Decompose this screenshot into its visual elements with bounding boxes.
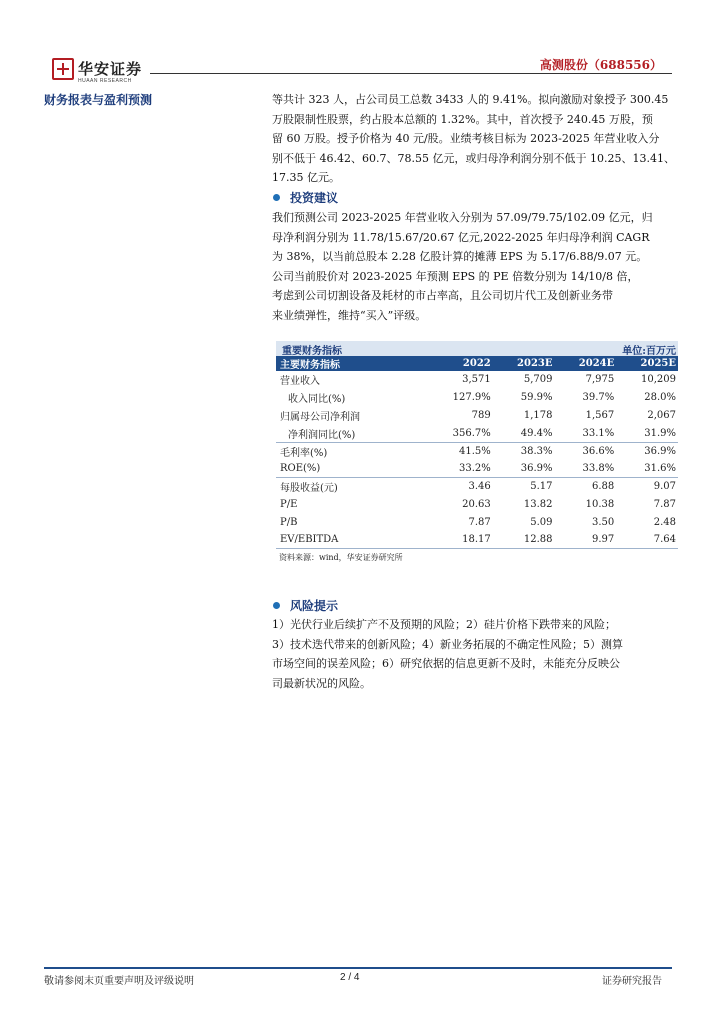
table-cell: 789 (471, 409, 491, 421)
table-unit: 单位:百万元 (622, 346, 676, 357)
table-cell: 18.17 (431, 531, 493, 549)
table-cell: 33.2% (431, 460, 493, 478)
logo-emblem-icon (52, 58, 74, 80)
row-label: 收入同比(%) (288, 394, 346, 406)
table-cell: 127.9% (452, 392, 491, 404)
footer-disclaimer: 敬请参阅末页重要声明及评级说明 (44, 976, 194, 987)
text-line: 等共计 323 人，占公司员工总数 3433 人的 9.41%。拟向激励对象授予 300.45 (272, 93, 669, 106)
financial-table (276, 356, 678, 549)
table-row (276, 478, 678, 496)
table-cell: 39.7% (582, 392, 615, 404)
table-cell: 3.46 (468, 481, 491, 493)
table-cell: 38.3% (520, 445, 553, 457)
table-row (276, 389, 678, 407)
table-cell: 28.0% (644, 392, 676, 404)
text-line: 万股限制性股票，约占股本总额的 1.32%。其中，首次授予 240.45 万股，预 (272, 112, 653, 126)
table-cell: 59.9% (520, 392, 553, 404)
table-cell: 13.82 (523, 498, 553, 510)
table-cell: 36.9% (493, 460, 555, 478)
column-header: 2024E (555, 356, 617, 371)
text-line: 我们预测公司 2023-2025 年营业收入分别为 57.09/79.75/102.09 亿元，归 (272, 211, 653, 224)
table-cell: 12.88 (493, 531, 555, 549)
table-cell: 5.17 (530, 481, 553, 493)
row-label: EV/EBITDA (276, 531, 431, 549)
table-row (276, 407, 678, 425)
table-cell: 9.07 (653, 481, 676, 493)
text-line: 为 38%，以当前总股本 2.28 亿股计算的摊薄 EPS 为 5.17/6.88/9.07 元。 (272, 250, 648, 263)
logo-text: 华安证券 (78, 60, 143, 78)
table-cell: 6.88 (591, 481, 615, 493)
table-cell: 3,571 (462, 374, 491, 386)
table-cell: 356.7% (431, 424, 493, 442)
table-cell: 7.64 (616, 531, 678, 549)
text-line: 公司当前股价对 2023-2025 年预测 EPS 的 PE 倍数分别为 14/10/8 倍， (272, 269, 639, 283)
table-cell: 7.87 (468, 516, 491, 528)
column-header: 主要财务指标 (276, 356, 431, 371)
side-section-label: 财务报表与盈利预测 (44, 93, 153, 107)
company-logo (52, 58, 150, 88)
report-title: 高测股份（688556） (539, 58, 662, 72)
text-line: 来业绩弹性，维持“买入”评级。 (272, 308, 427, 322)
table-cell: 3.50 (591, 516, 615, 528)
table-row (276, 531, 678, 549)
table-cell: 5.09 (530, 516, 553, 528)
table-title-bar (276, 341, 678, 356)
table-row (276, 371, 678, 389)
table-cell: 41.5% (458, 445, 491, 457)
table-cell: 10.38 (585, 498, 615, 510)
bullet-icon (273, 194, 280, 201)
column-header: 2025E (616, 356, 678, 371)
text-line: 3）技术迭代带来的创新风险；4）新业务拓展的不确定性风险；5）测算 (272, 637, 623, 651)
table-cell: 20.63 (462, 498, 491, 510)
row-label: 毛利率(%) (280, 447, 328, 459)
table-cell: 33.1% (555, 424, 617, 442)
table-cell: 49.4% (493, 424, 555, 442)
intro-paragraph (272, 90, 676, 188)
table-header-row (276, 356, 678, 371)
text-line: 考虑到公司切割设备及耗材的市占率高，且公司切片代工及创新业务带 (272, 289, 613, 302)
table-cell: 7.87 (653, 498, 676, 510)
row-label: P/E (280, 498, 298, 510)
column-header: 2023E (493, 356, 555, 371)
table-cell: 5,709 (523, 374, 553, 386)
risk-paragraph (272, 615, 676, 693)
financial-table-block (276, 341, 678, 563)
bullet-icon (273, 602, 280, 609)
table-source: 资料来源：wind，华安证券研究所 (279, 553, 403, 563)
text-line: 母净利润分别为 11.78/15.67/20.67 亿元,2022-2025 年归母净利润 CAGR (272, 230, 650, 244)
text-line: 市场空间的误差风险；6）研究依据的信息更新不及时，未能充分反映公 (272, 657, 620, 670)
logo-subtext: HUAAN RESEARCH (78, 78, 132, 84)
table-row (276, 424, 678, 442)
row-label: ROE(%) (276, 460, 431, 478)
table-cell: 7,975 (585, 374, 615, 386)
text-line: 留 60 万股。授予价格为 40 元/股。业绩考核目标为 2023-2025 年营业收入分 (272, 132, 660, 145)
section-heading-invest (273, 189, 338, 206)
row-label: 归属母公司净利润 (280, 411, 360, 423)
table-cell: 31.6% (616, 460, 678, 478)
row-label: 净利润同比(%) (276, 424, 431, 442)
table-cell: 2.48 (653, 516, 676, 528)
table-cell: 36.6% (582, 445, 615, 457)
table-cell: 1,178 (523, 409, 553, 421)
table-cell: 31.9% (616, 424, 678, 442)
column-header: 2022 (431, 356, 493, 371)
text-line: 17.35 亿元。 (272, 171, 340, 184)
table-row (276, 496, 678, 514)
footer-divider (44, 967, 672, 969)
table-title: 重要财务指标 (282, 346, 342, 357)
text-line: 别不低于 46.42、60.7、78.55 亿元，或归母净利润分别不低于 10.25、13.41、 (272, 151, 675, 165)
section-heading-risk (273, 597, 338, 614)
section-heading-text: 风险提示 (290, 599, 339, 613)
table-cell: 1,567 (585, 409, 615, 421)
table-cell: 9.97 (555, 531, 617, 549)
row-label: 营业收入 (280, 376, 320, 388)
row-label: P/B (280, 516, 298, 528)
text-line: 1）光伏行业后续扩产不及预期的风险；2）硅片价格下跌带来的风险； (272, 618, 616, 631)
table-cell: 33.8% (555, 460, 617, 478)
page-number: 2 / 4 (340, 972, 360, 983)
table-row (276, 513, 678, 531)
section-heading-text: 投资建议 (290, 191, 339, 205)
text-line: 司最新状况的风险。 (272, 676, 371, 690)
row-label: 每股收益(元) (280, 483, 338, 495)
table-cell: 2,067 (647, 409, 676, 421)
table-cell: 36.9% (644, 445, 676, 457)
table-row (276, 442, 678, 460)
table-cell: 10,209 (641, 374, 676, 386)
footer-report-type: 证券研究报告 (602, 976, 662, 987)
table-row (276, 460, 678, 478)
header-divider (150, 73, 672, 74)
invest-paragraph (272, 208, 676, 325)
